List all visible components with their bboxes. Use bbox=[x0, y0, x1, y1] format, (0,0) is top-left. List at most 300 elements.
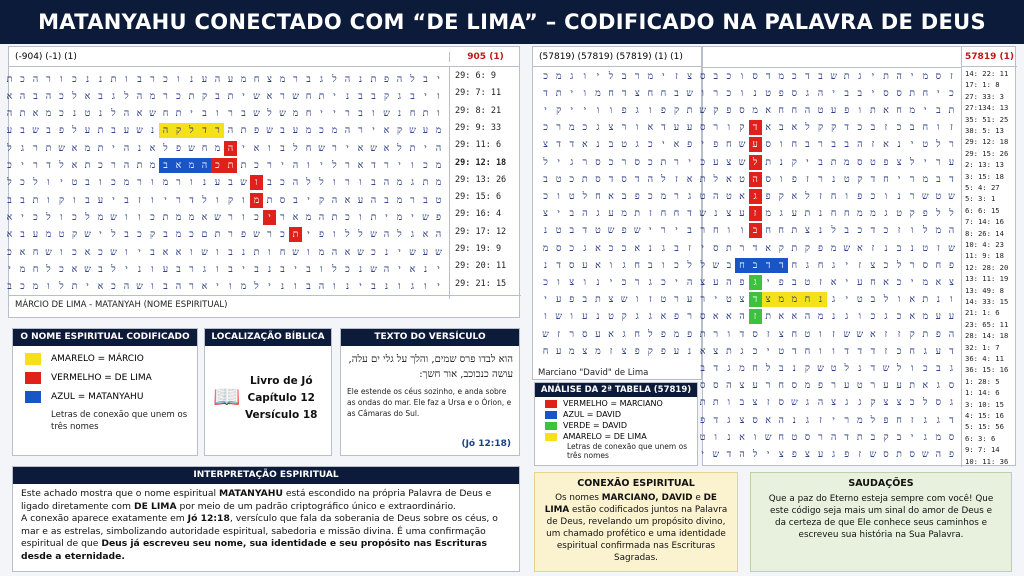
grid-letter: ס bbox=[948, 380, 955, 392]
left-ref: 29: 20: 11 bbox=[455, 261, 507, 272]
connection-box bbox=[534, 472, 738, 572]
grid-letter: ו bbox=[544, 311, 547, 323]
grid-letter: ש bbox=[58, 142, 65, 154]
grid-letter: ב bbox=[410, 90, 415, 102]
right-ref: 27: 33: 3 bbox=[965, 91, 1004, 101]
grid-letter: ג bbox=[858, 70, 862, 82]
grid-letter: ל bbox=[700, 259, 705, 271]
grid-letter: פ bbox=[621, 104, 627, 116]
grid-letter: ג bbox=[570, 70, 574, 82]
grid-letter: ב bbox=[805, 139, 810, 151]
grid-letter: כ bbox=[896, 122, 902, 134]
grid-letter: כ bbox=[20, 177, 25, 189]
grid-letter: נ bbox=[832, 173, 836, 185]
grid-letter: ב bbox=[280, 125, 285, 137]
left-grid-row bbox=[0, 192, 445, 208]
grid-letter: צ bbox=[739, 414, 745, 426]
grid-letter: ה bbox=[749, 172, 762, 187]
grid-letter: פ bbox=[687, 328, 693, 340]
grid-letter bbox=[0, 175, 3, 190]
right-grid-row bbox=[539, 309, 958, 325]
grid-letter: כ bbox=[72, 73, 77, 85]
grid-letter: מ bbox=[84, 142, 91, 154]
grid-letter: ו bbox=[47, 281, 50, 293]
grid-letter: ת bbox=[699, 397, 706, 409]
grid-letter: ל bbox=[805, 122, 810, 134]
grid-letter: א bbox=[712, 311, 719, 323]
grid-letter: ב bbox=[936, 104, 941, 116]
grid-letter: ר bbox=[410, 194, 415, 206]
grid-letter: כ bbox=[72, 211, 77, 223]
grid-letter: ג bbox=[570, 156, 574, 168]
grid-letter: ו bbox=[950, 294, 953, 306]
grid-letter: ב bbox=[280, 142, 285, 154]
grid-letter: ב bbox=[608, 139, 614, 151]
grid-letter: י bbox=[86, 281, 89, 293]
grid-letter: י bbox=[910, 70, 914, 82]
grid-letter: ג bbox=[832, 259, 836, 271]
grid-letter bbox=[0, 89, 3, 104]
grid-letter: ש bbox=[921, 190, 929, 202]
grid-letter: ה bbox=[896, 70, 902, 82]
grid-letter: ל bbox=[124, 90, 129, 102]
grid-letter: ל bbox=[923, 225, 928, 237]
grid-letter: מ bbox=[305, 211, 312, 223]
right-grid-row bbox=[539, 223, 958, 239]
grid-letter: א bbox=[595, 242, 601, 254]
grid-letter: ס bbox=[555, 242, 562, 254]
grid-letter: ג bbox=[410, 177, 415, 189]
grid-letter: ו bbox=[583, 87, 587, 99]
grid-letter: ה bbox=[123, 108, 130, 120]
grid-letter: פ bbox=[254, 125, 259, 137]
grid-letter: ג bbox=[749, 189, 762, 204]
grid-letter: כ bbox=[543, 70, 548, 82]
grid-letter: ע bbox=[582, 311, 588, 323]
grid-letter: ג bbox=[20, 142, 25, 154]
grid-letter: ו bbox=[151, 281, 154, 293]
grid-letter: א bbox=[778, 311, 785, 323]
grid-letter: ע bbox=[883, 380, 889, 392]
grid-letter: י bbox=[411, 211, 414, 223]
grid-letter: ט bbox=[435, 194, 442, 206]
grid-letter: ח bbox=[778, 225, 785, 237]
grid-letter: ז bbox=[609, 345, 613, 357]
grid-letter: ע bbox=[292, 125, 299, 137]
interp-text-6: Deus já escreveu seu nome, sua identidade e seu propósito nas Escrituras desde a eternidade. bbox=[21, 538, 487, 562]
grid-letter: ת bbox=[581, 173, 588, 185]
grid-letter: ו bbox=[60, 73, 63, 85]
grid-letter: ר bbox=[46, 73, 51, 85]
grid-letter: ת bbox=[909, 380, 916, 392]
grid-letter: ט bbox=[856, 294, 863, 306]
grid-letter: ר bbox=[345, 108, 350, 120]
grid-letter: ס bbox=[699, 380, 706, 392]
grid-letter: מ bbox=[240, 73, 247, 85]
grid-letter: ב bbox=[713, 70, 719, 82]
grid-letter: ס bbox=[948, 431, 955, 443]
grid-letter: ג bbox=[635, 104, 639, 116]
grid-letter: ב bbox=[20, 125, 25, 137]
interp-ref: Jó 12:18 bbox=[187, 513, 230, 525]
grid-letter: ת bbox=[214, 229, 221, 241]
grid-letter: ס bbox=[634, 156, 640, 168]
grid-letter: ח bbox=[634, 259, 641, 271]
grid-letter: ס bbox=[791, 87, 798, 99]
grid-letter: ו bbox=[242, 194, 245, 206]
grid-letter: ת bbox=[686, 104, 693, 116]
grid-letter: ח bbox=[896, 414, 902, 426]
legend-label: VERMELHO = DE LIMA bbox=[51, 373, 152, 383]
grid-letter: ד bbox=[749, 292, 762, 307]
left-ref: 29: 11: 6 bbox=[455, 140, 502, 151]
interp-text-1: Este achado mostra que o nome espiritual bbox=[21, 488, 219, 499]
grid-letter: ה bbox=[370, 194, 377, 206]
grid-letter: כ bbox=[647, 139, 653, 151]
grid-letter: ם bbox=[201, 229, 208, 241]
grid-letter: ג bbox=[111, 90, 116, 102]
grid-letter: מ bbox=[149, 90, 156, 102]
legend-item bbox=[25, 391, 197, 403]
grid-letter: ת bbox=[32, 194, 39, 206]
grid-letter: ט bbox=[699, 190, 706, 202]
grid-letter: נ bbox=[423, 263, 428, 275]
grid-letter: ב bbox=[159, 158, 172, 173]
grid-letter: א bbox=[739, 431, 745, 443]
grid-letter: ג bbox=[648, 311, 652, 323]
grid-letter: ב bbox=[124, 229, 129, 241]
grid-letter: ת bbox=[725, 242, 732, 254]
grid-letter: ל bbox=[909, 156, 915, 168]
grid-letter: ל bbox=[59, 281, 64, 293]
grid-letter: ד bbox=[762, 258, 775, 273]
grid-letter: כ bbox=[674, 259, 679, 271]
grid-letter: ב bbox=[936, 173, 941, 185]
grid-letter: ט bbox=[804, 276, 811, 288]
grid-letter: פ bbox=[818, 380, 823, 392]
grid-letter: מ bbox=[922, 311, 929, 323]
grid-letter: ש bbox=[253, 229, 260, 241]
grid-letter: ב bbox=[371, 281, 376, 293]
grid-letter: ה bbox=[830, 431, 837, 443]
grid-letter: ד bbox=[569, 139, 575, 151]
grid-letter: ה bbox=[292, 160, 299, 171]
grid-letter: י bbox=[307, 229, 310, 241]
grid-letter: מ bbox=[305, 125, 312, 137]
grid-letter: ת bbox=[909, 87, 916, 99]
right-ref: 8: 26: 14 bbox=[965, 228, 1004, 238]
grid-letter: ב bbox=[818, 156, 823, 168]
grid-letter: מ bbox=[778, 70, 785, 82]
grid-letter: ב bbox=[7, 194, 12, 206]
grid-letter: ה bbox=[935, 448, 942, 460]
grid-letter: פ bbox=[634, 345, 640, 357]
legend-label: AZUL = MATANYAHU bbox=[51, 392, 144, 402]
grid-letter: צ bbox=[831, 397, 837, 409]
grid-letter: ב bbox=[202, 108, 207, 120]
grid-letter: ו bbox=[884, 190, 888, 202]
right-ref: 5: 15: 56 bbox=[965, 422, 1004, 432]
grid-letter: י bbox=[99, 229, 102, 241]
grid-letter: כ bbox=[870, 311, 876, 323]
grid-letter: ז bbox=[858, 259, 862, 271]
grid-letter: ק bbox=[778, 190, 784, 202]
grid-letter: מ bbox=[318, 246, 325, 258]
grid-letter: כ bbox=[345, 211, 350, 223]
right-ref: 29: 15: 26 bbox=[965, 148, 1009, 158]
grid-letter: ד bbox=[949, 173, 954, 185]
grid-letter: ב bbox=[844, 87, 849, 99]
grid-letter: פ bbox=[844, 448, 850, 460]
grid-letter: נ bbox=[910, 242, 914, 254]
grid-letter: צ bbox=[726, 208, 732, 220]
grid-letter: ש bbox=[136, 125, 143, 137]
grid-letter: ח bbox=[791, 328, 798, 340]
grid-letter: א bbox=[344, 246, 351, 258]
grid-letter: ז bbox=[871, 139, 875, 151]
grid-letter: כ bbox=[896, 311, 902, 323]
grid-letter: ז bbox=[819, 276, 822, 288]
grid-letter: ש bbox=[201, 246, 208, 258]
grid-letter: ס bbox=[883, 448, 889, 460]
grid-letter: ו bbox=[60, 211, 63, 223]
right-grid-row bbox=[539, 257, 958, 273]
grid-letter: נ bbox=[280, 281, 285, 293]
right-ref: 32: 1: 7 bbox=[965, 342, 1000, 352]
grid-letter: ה bbox=[948, 225, 955, 237]
right-ref: 11: 9: 18 bbox=[965, 251, 1004, 261]
grid-letter: ז bbox=[950, 70, 953, 82]
grid-letter: ב bbox=[358, 90, 363, 102]
grid-letter: י bbox=[924, 104, 927, 116]
grid-letter: י bbox=[242, 263, 245, 275]
grid-letter: ל bbox=[33, 177, 38, 189]
left-grid-row bbox=[0, 227, 445, 243]
left-ref: 29: 21: 15 bbox=[455, 278, 507, 289]
grid-letter: ח bbox=[726, 139, 732, 151]
grid-letter: ט bbox=[896, 208, 902, 220]
grid-letter: ת bbox=[712, 397, 719, 409]
grid-letter: ד bbox=[870, 345, 876, 357]
grid-letter: פ bbox=[687, 139, 693, 151]
grid-letter: י bbox=[320, 160, 323, 171]
grid-letter: ר bbox=[713, 87, 719, 99]
grid-letter: ר bbox=[661, 225, 666, 237]
grid-letter: ת bbox=[175, 108, 182, 120]
grid-letter: כ bbox=[661, 276, 666, 288]
grid-letter: א bbox=[699, 345, 706, 357]
grid-letter: ל bbox=[844, 362, 849, 374]
right-ref: 23: 65: 11 bbox=[965, 319, 1009, 329]
grid-letter: ש bbox=[817, 362, 824, 374]
grid-letter: ו bbox=[359, 177, 362, 189]
grid-letter: ל bbox=[831, 225, 836, 237]
grid-letter: ו bbox=[320, 263, 323, 275]
grid-letter: ר bbox=[687, 311, 692, 323]
grid-letter: ק bbox=[149, 229, 156, 241]
grid-letter: ח bbox=[778, 431, 785, 443]
grid-letter bbox=[0, 262, 3, 277]
grid-letter: ו bbox=[740, 70, 744, 82]
legend-swatch bbox=[545, 422, 557, 430]
grid-letter: מ bbox=[830, 242, 837, 254]
right-grid-row bbox=[539, 85, 958, 101]
grid-letter: ג bbox=[727, 414, 731, 426]
grid-letter: כ bbox=[98, 246, 103, 258]
grid-letter: ק bbox=[58, 194, 65, 206]
grid-letter: ג bbox=[648, 276, 652, 288]
grid-letter: א bbox=[292, 211, 299, 223]
grid-letter: ע bbox=[844, 380, 850, 392]
grid-letter: א bbox=[673, 139, 680, 151]
grid-letter: א bbox=[647, 122, 654, 134]
grid-letter: ה bbox=[123, 142, 130, 154]
grid-letter: ר bbox=[831, 380, 836, 392]
right-grid-row bbox=[539, 206, 958, 222]
grid-letter: כ bbox=[857, 225, 863, 237]
left-ref: 29: 19: 9 bbox=[455, 244, 502, 254]
grid-letter: ו bbox=[294, 281, 297, 293]
grid-letter: ע bbox=[948, 156, 955, 168]
grid-letter: ו bbox=[910, 225, 914, 237]
grid-letter: ר bbox=[556, 122, 561, 134]
grid-letter: ר bbox=[713, 328, 719, 340]
grid-letter: ע bbox=[749, 137, 762, 152]
grid-letter: א bbox=[71, 160, 78, 171]
grid-letter: ז bbox=[766, 397, 770, 409]
grid-letter: ל bbox=[713, 173, 718, 185]
grid-letter: ת bbox=[240, 125, 247, 137]
grid-letter: ו bbox=[714, 431, 717, 443]
grid-letter: פ bbox=[883, 156, 889, 168]
grid-letter: מ bbox=[162, 177, 169, 189]
right-ref: 6: 3: 6 bbox=[965, 433, 996, 443]
grid-letter: ל bbox=[805, 190, 810, 202]
grid-letter: י bbox=[701, 448, 704, 460]
grid-letter: ב bbox=[936, 362, 941, 374]
grid-letter: א bbox=[201, 281, 208, 293]
grid-letter: ב bbox=[621, 70, 627, 82]
grid-letter: מ bbox=[435, 177, 442, 189]
grid-letter: א bbox=[660, 311, 667, 323]
grid-letter: ג bbox=[936, 380, 940, 392]
grid-letter: י bbox=[60, 177, 63, 189]
grid-letter: ע bbox=[713, 276, 719, 288]
legend-item bbox=[25, 353, 197, 365]
grid-letter: נ bbox=[818, 225, 823, 237]
left-ref: 29: 12: 18 bbox=[455, 157, 507, 168]
grid-letter: פ bbox=[844, 104, 850, 116]
grid-letter: ש bbox=[843, 328, 851, 340]
grid-letter: מ bbox=[19, 263, 26, 275]
grid-letter: צ bbox=[569, 276, 575, 288]
grid-letter: ח bbox=[791, 104, 798, 116]
grid-letter: ש bbox=[409, 246, 416, 258]
grid-letter: ו bbox=[437, 108, 440, 120]
grid-letter: נ bbox=[779, 156, 783, 168]
grid-letter: מ bbox=[856, 208, 863, 220]
grid-letter: ט bbox=[568, 190, 575, 202]
grid-letter: ש bbox=[843, 242, 851, 254]
grid-letter: ל bbox=[254, 281, 259, 293]
grid-letter: ו bbox=[333, 229, 336, 241]
grid-letter: ו bbox=[819, 345, 822, 357]
grid-letter: ל bbox=[46, 263, 51, 275]
grid-letter: ת bbox=[97, 142, 104, 154]
grid-letter: י bbox=[307, 194, 310, 206]
grid-letter: מ bbox=[214, 142, 221, 154]
grid-letter: ב bbox=[163, 281, 168, 293]
legend-label: VERDE = DAVID bbox=[563, 421, 628, 430]
grid-letter: ג bbox=[397, 90, 402, 102]
grid-letter: א bbox=[739, 190, 745, 202]
grid-letter: כ bbox=[608, 242, 614, 254]
grid-letter: ז bbox=[871, 242, 875, 254]
grid-letter: כ bbox=[608, 156, 614, 168]
location-head: LOCALIZAÇÃO BÍBLICA bbox=[205, 329, 331, 346]
grid-letter: ז bbox=[884, 328, 888, 340]
grid-letter: ו bbox=[740, 87, 744, 99]
grid-letter: ו bbox=[138, 211, 141, 223]
grid-letter: נ bbox=[818, 208, 823, 220]
grid-letter: ט bbox=[58, 229, 65, 241]
grid-letter: י bbox=[910, 139, 914, 151]
grid-letter: י bbox=[714, 294, 718, 306]
grid-letter: ד bbox=[371, 160, 376, 171]
grid-letter: ת bbox=[595, 294, 601, 306]
grid-letter: ה bbox=[19, 90, 26, 102]
grid-letter: ג bbox=[583, 242, 587, 254]
left-grid-row bbox=[0, 175, 445, 191]
grid-letter: י bbox=[910, 276, 914, 288]
grid-letter: צ bbox=[726, 156, 732, 168]
grid-letter: א bbox=[344, 194, 351, 206]
grid-letter: ב bbox=[228, 263, 233, 275]
grid-letter: ב bbox=[384, 194, 389, 206]
grid-letter: כ bbox=[569, 242, 575, 254]
grid-letter: ש bbox=[292, 246, 299, 258]
grid-letter: כ bbox=[254, 160, 259, 171]
grid-letter bbox=[0, 210, 3, 225]
grid-letter: ש bbox=[830, 70, 837, 82]
grid-letter: ז bbox=[688, 242, 691, 254]
grid-letter: מ bbox=[595, 345, 601, 357]
grid-letter: ש bbox=[214, 211, 221, 223]
grid-letter: א bbox=[357, 142, 364, 154]
grid-letter: ש bbox=[712, 259, 720, 271]
grid-letter: פ bbox=[791, 448, 797, 460]
legend-swatch bbox=[25, 391, 41, 403]
grid-letter: א bbox=[883, 104, 889, 116]
grid-letter: צ bbox=[739, 380, 745, 392]
grid-letter: י bbox=[832, 414, 835, 426]
right-ref: 7: 14: 16 bbox=[965, 217, 1004, 227]
grid-letter: ה bbox=[817, 397, 824, 409]
grid-letter: מ bbox=[568, 122, 575, 134]
grid-letter: י bbox=[557, 208, 560, 220]
grid-letter: ס bbox=[935, 70, 942, 82]
grid-letter: ר bbox=[176, 177, 181, 189]
grid-letter: ר bbox=[700, 294, 705, 306]
grid-letter: צ bbox=[739, 294, 745, 306]
grid-letter: ה bbox=[136, 90, 143, 102]
grid-letter: י bbox=[398, 263, 401, 275]
grid-letter: י bbox=[845, 259, 848, 271]
grid-letter: ע bbox=[422, 246, 429, 258]
grid-letter: נ bbox=[98, 108, 103, 120]
grid-letter: ב bbox=[543, 173, 548, 185]
grid-letter: ל bbox=[749, 155, 762, 170]
